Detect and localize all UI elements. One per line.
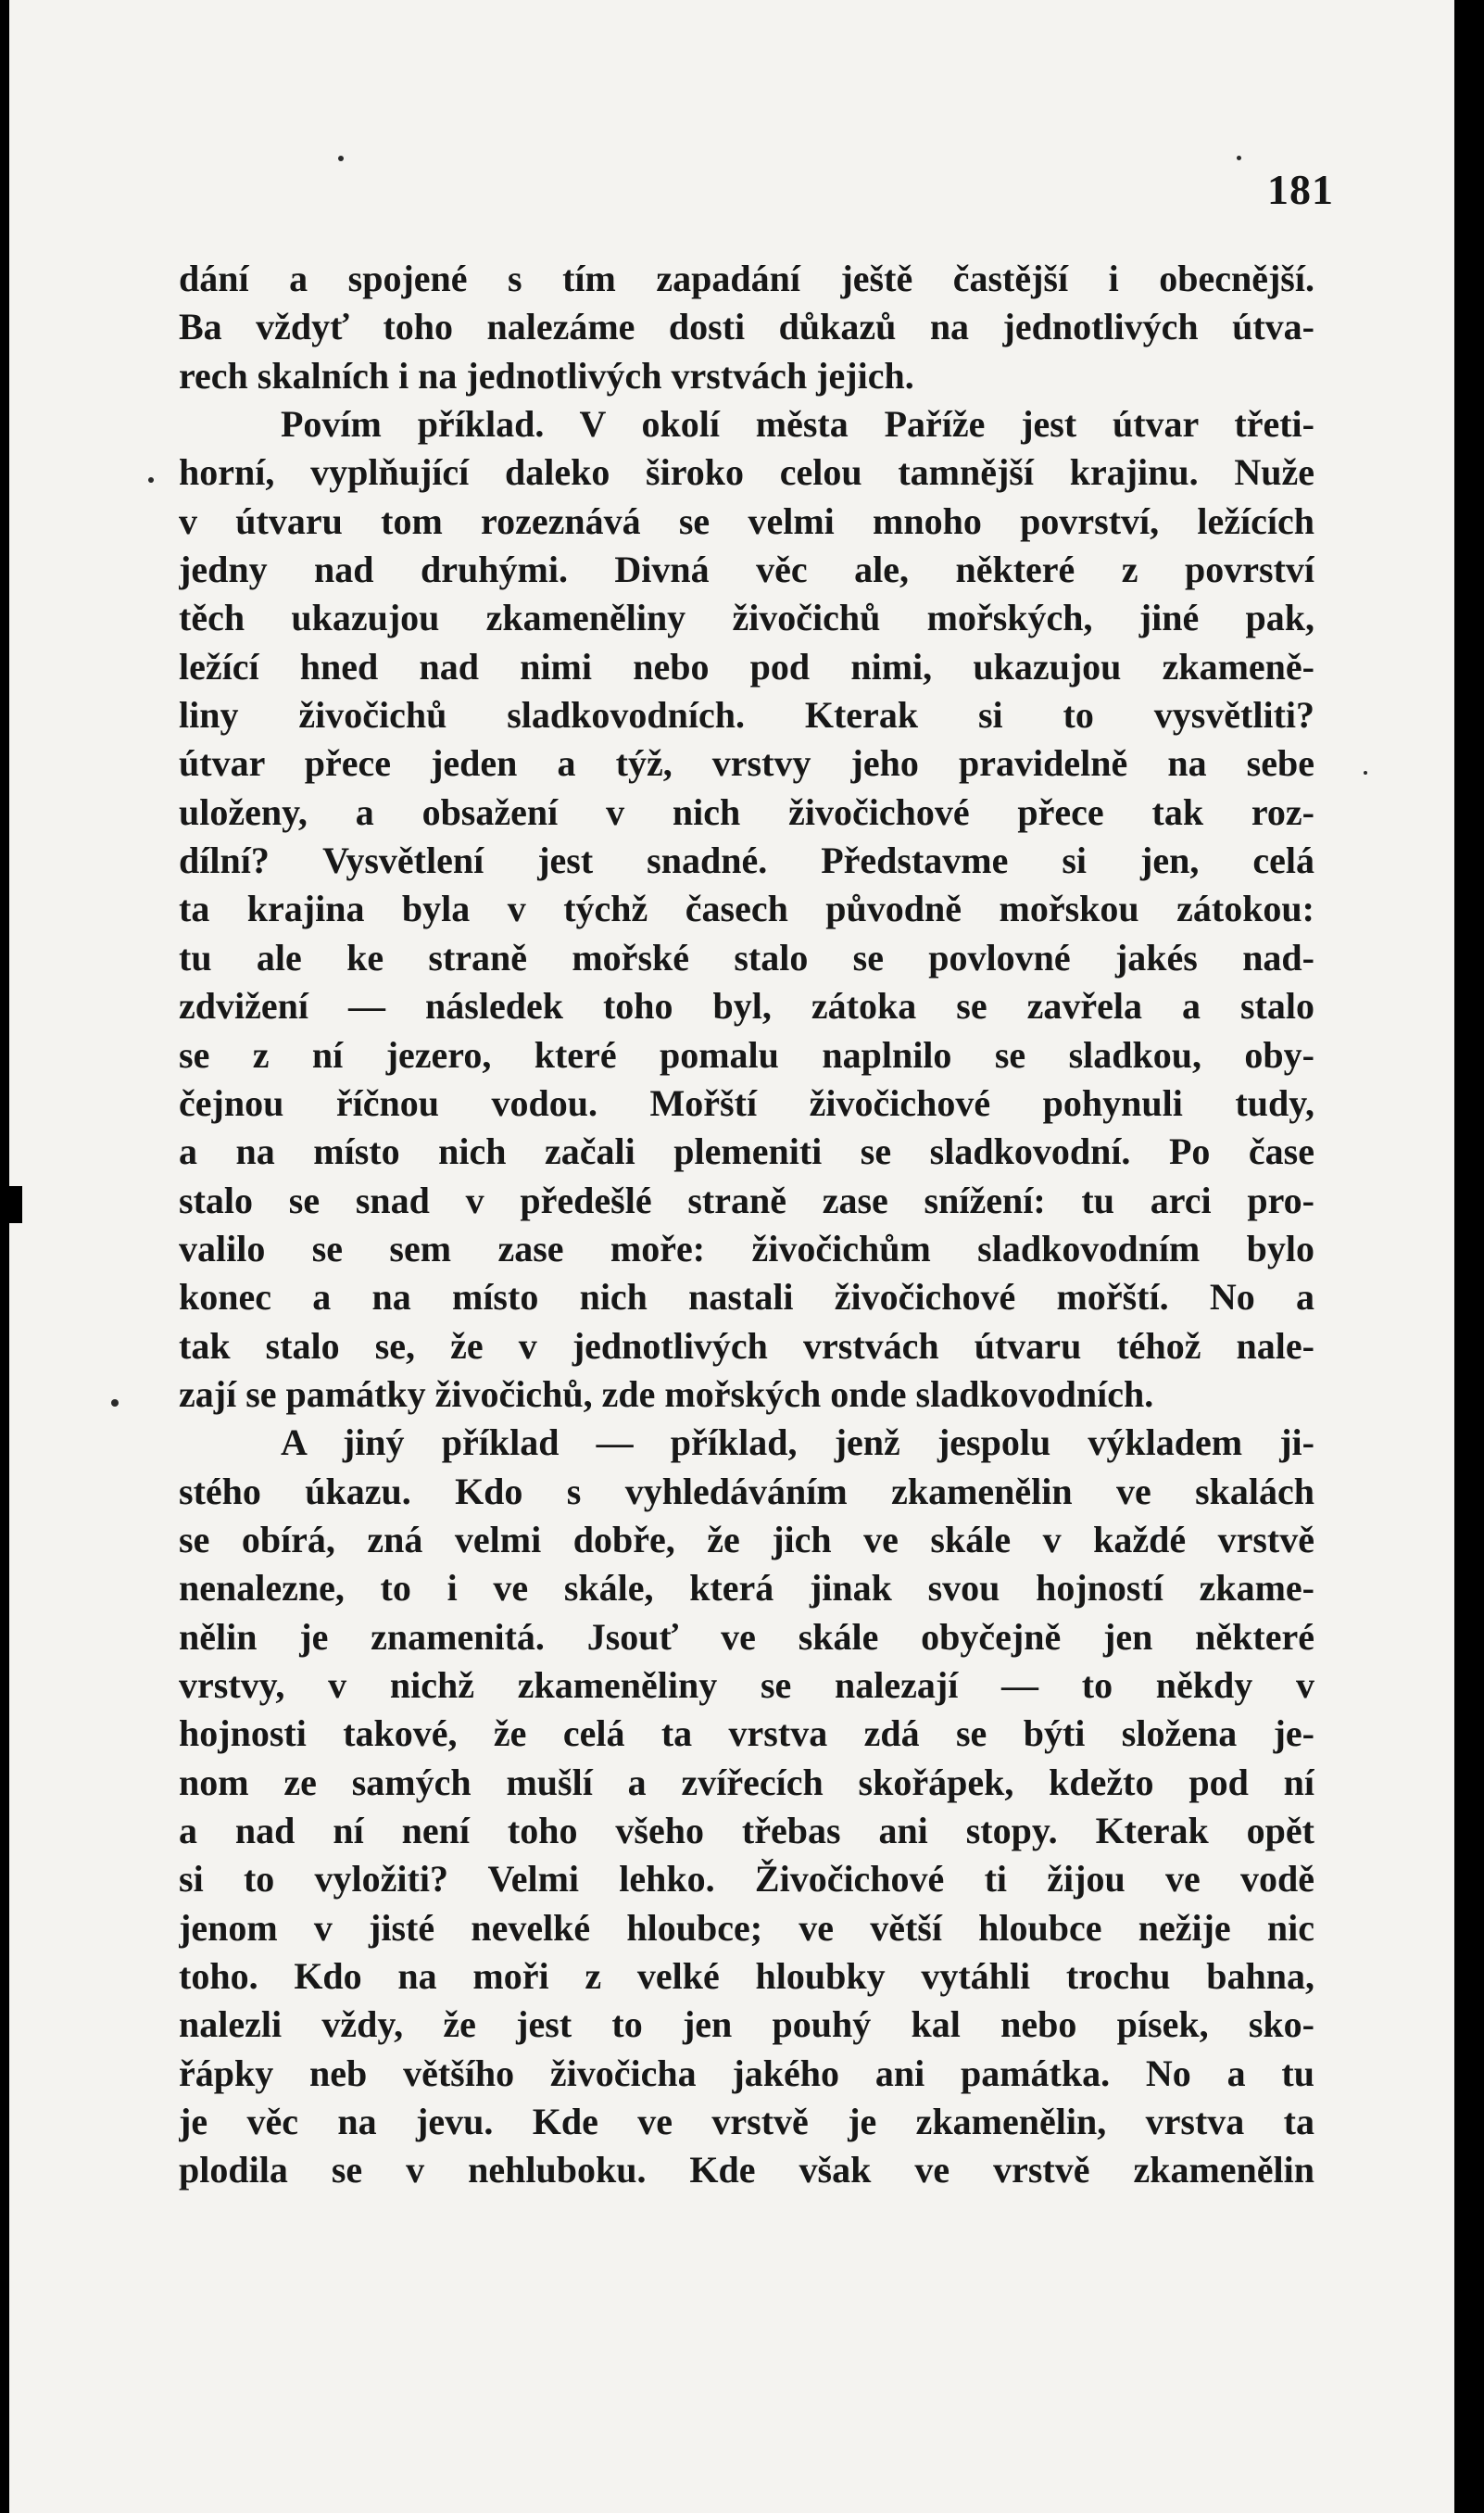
paper-speck	[338, 156, 344, 161]
text-line: těch ukazujou zkameněliny živočichů mořských, jiné pak,	[179, 597, 1314, 639]
text-line: konec a na místo nich nastali živočichové mořští. No a	[179, 1276, 1314, 1319]
text-line: zají se památky živočichů, zde mořských onde sladkovodních.	[179, 1372, 1154, 1415]
text-line: dání a spojené s tím zapadání ještě častější i obecnější.	[179, 258, 1314, 299]
text-line: rech skalních i na jednotlivých vrstvách jejich.	[179, 354, 914, 397]
text-line: a nad ní není toho všeho třebas ani stopy. Kterak opět	[179, 1810, 1314, 1851]
text-line: uloženy, a obsažení v nich živočichové přece tak roz-	[179, 790, 1314, 833]
text-line: útvar přece jeden a týž, vrstvy jeho pravidelně na sebe	[179, 742, 1314, 785]
text-line: v útvaru tom rozeznává se velmi mnoho povrství, ležících	[179, 499, 1314, 542]
text-line: nenalezne, to i ve skále, která jinak svou hojností zkame-	[179, 1567, 1314, 1610]
book-page	[9, 0, 1454, 2513]
text-line: si to vyložiti? Velmi lehko. Živočichové ti žijou ve vodě	[179, 1858, 1314, 1901]
text-line: valilo se sem zase moře: živočichům sladkovodním bylo	[179, 1227, 1314, 1269]
text-line: nalezli vždy, že jest to jen pouhý kal nebo písek, sko-	[179, 2003, 1314, 2046]
text-line: jedny nad druhými. Divná věc ale, některé z povrství	[179, 549, 1314, 591]
text-line: vrstvy, v nichž zkameněliny se nalezají — to někdy v	[179, 1663, 1314, 1706]
text-line: jenom v jisté nevelké hloubce; ve větší hloubce nežije nic	[179, 1906, 1314, 1949]
text-line: nom ze samých mušlí a zvířecích skořápek, kdežto pod ní	[179, 1761, 1314, 1803]
text-line: toho. Kdo na moři z velké hloubky vytáhli trochu bahna,	[179, 1955, 1314, 1998]
text-line: A jiný příklad — příklad, jenž jespolu výkladem ji-	[281, 1421, 1314, 1464]
text-line: čejnou říčnou vodou. Mořští živočichové pohynuli tudy,	[179, 1081, 1314, 1124]
paper-speck	[1237, 156, 1241, 160]
paper-speck	[1364, 771, 1367, 775]
text-line: zdvižení — následek toho byl, zátoka se zavřela a stalo	[179, 985, 1314, 1028]
text-line: horní, vyplňující daleko široko celou tamnější krajinu. Nuže	[179, 451, 1314, 494]
text-line: stalo se snad v předešlé straně zase snížení: tu arci pro-	[179, 1179, 1314, 1221]
text-line: řápky neb většího živočicha jakého ani památka. No a tu	[179, 2052, 1314, 2094]
text-line: je věc na jevu. Kde ve vrstvě je zkamenělin, vrstva ta	[179, 2101, 1314, 2143]
paper-speck	[148, 477, 154, 483]
text-line: liny živočichů sladkovodních. Kterak si to vysvětliti?	[179, 694, 1314, 737]
text-line: nělin je znamenitá. Jsouť ve skále obyčejně jen některé	[179, 1615, 1314, 1658]
text-line: tu ale ke straně mořské stalo se povlovné jakés nad-	[179, 936, 1314, 979]
body-text	[179, 255, 1314, 2195]
page-edge-mark	[9, 1186, 22, 1223]
text-line: se z ní jezero, které pomalu naplnilo se sladkou, oby-	[179, 1033, 1314, 1076]
page-number: 181	[1267, 166, 1334, 213]
text-line: plodila se v nehluboku. Kde však ve vrstvě zkamenělin	[179, 2149, 1314, 2191]
paper-speck	[111, 1399, 119, 1407]
text-line: se obírá, zná velmi dobře, že jich ve skále v každé vrstvě	[179, 1518, 1314, 1560]
text-line: ležící hned nad nimi nebo pod nimi, ukazujou zkameně-	[179, 645, 1314, 688]
text-line: a na místo nich začali plemeniti se sladkovodní. Po čase	[179, 1130, 1314, 1173]
text-line: dílní? Vysvětlení jest snadné. Představme si jen, celá	[179, 840, 1314, 882]
text-line: Povím příklad. V okolí města Paříže jest útvar třeti-	[281, 403, 1314, 446]
text-line: tak stalo se, že v jednotlivých vrstvách útvaru téhož nale-	[179, 1324, 1314, 1367]
text-line: Ba vždyť toho nalezáme dosti důkazů na jednotlivých útva-	[179, 306, 1314, 348]
text-line: hojnosti takové, že celá ta vrstva zdá se býti složena je-	[179, 1712, 1314, 1755]
text-line: stého úkazu. Kdo s vyhledáváním zkamenělin ve skalách	[179, 1470, 1314, 1512]
text-line: ta krajina byla v týchž časech původně mořskou zátokou:	[179, 888, 1314, 930]
